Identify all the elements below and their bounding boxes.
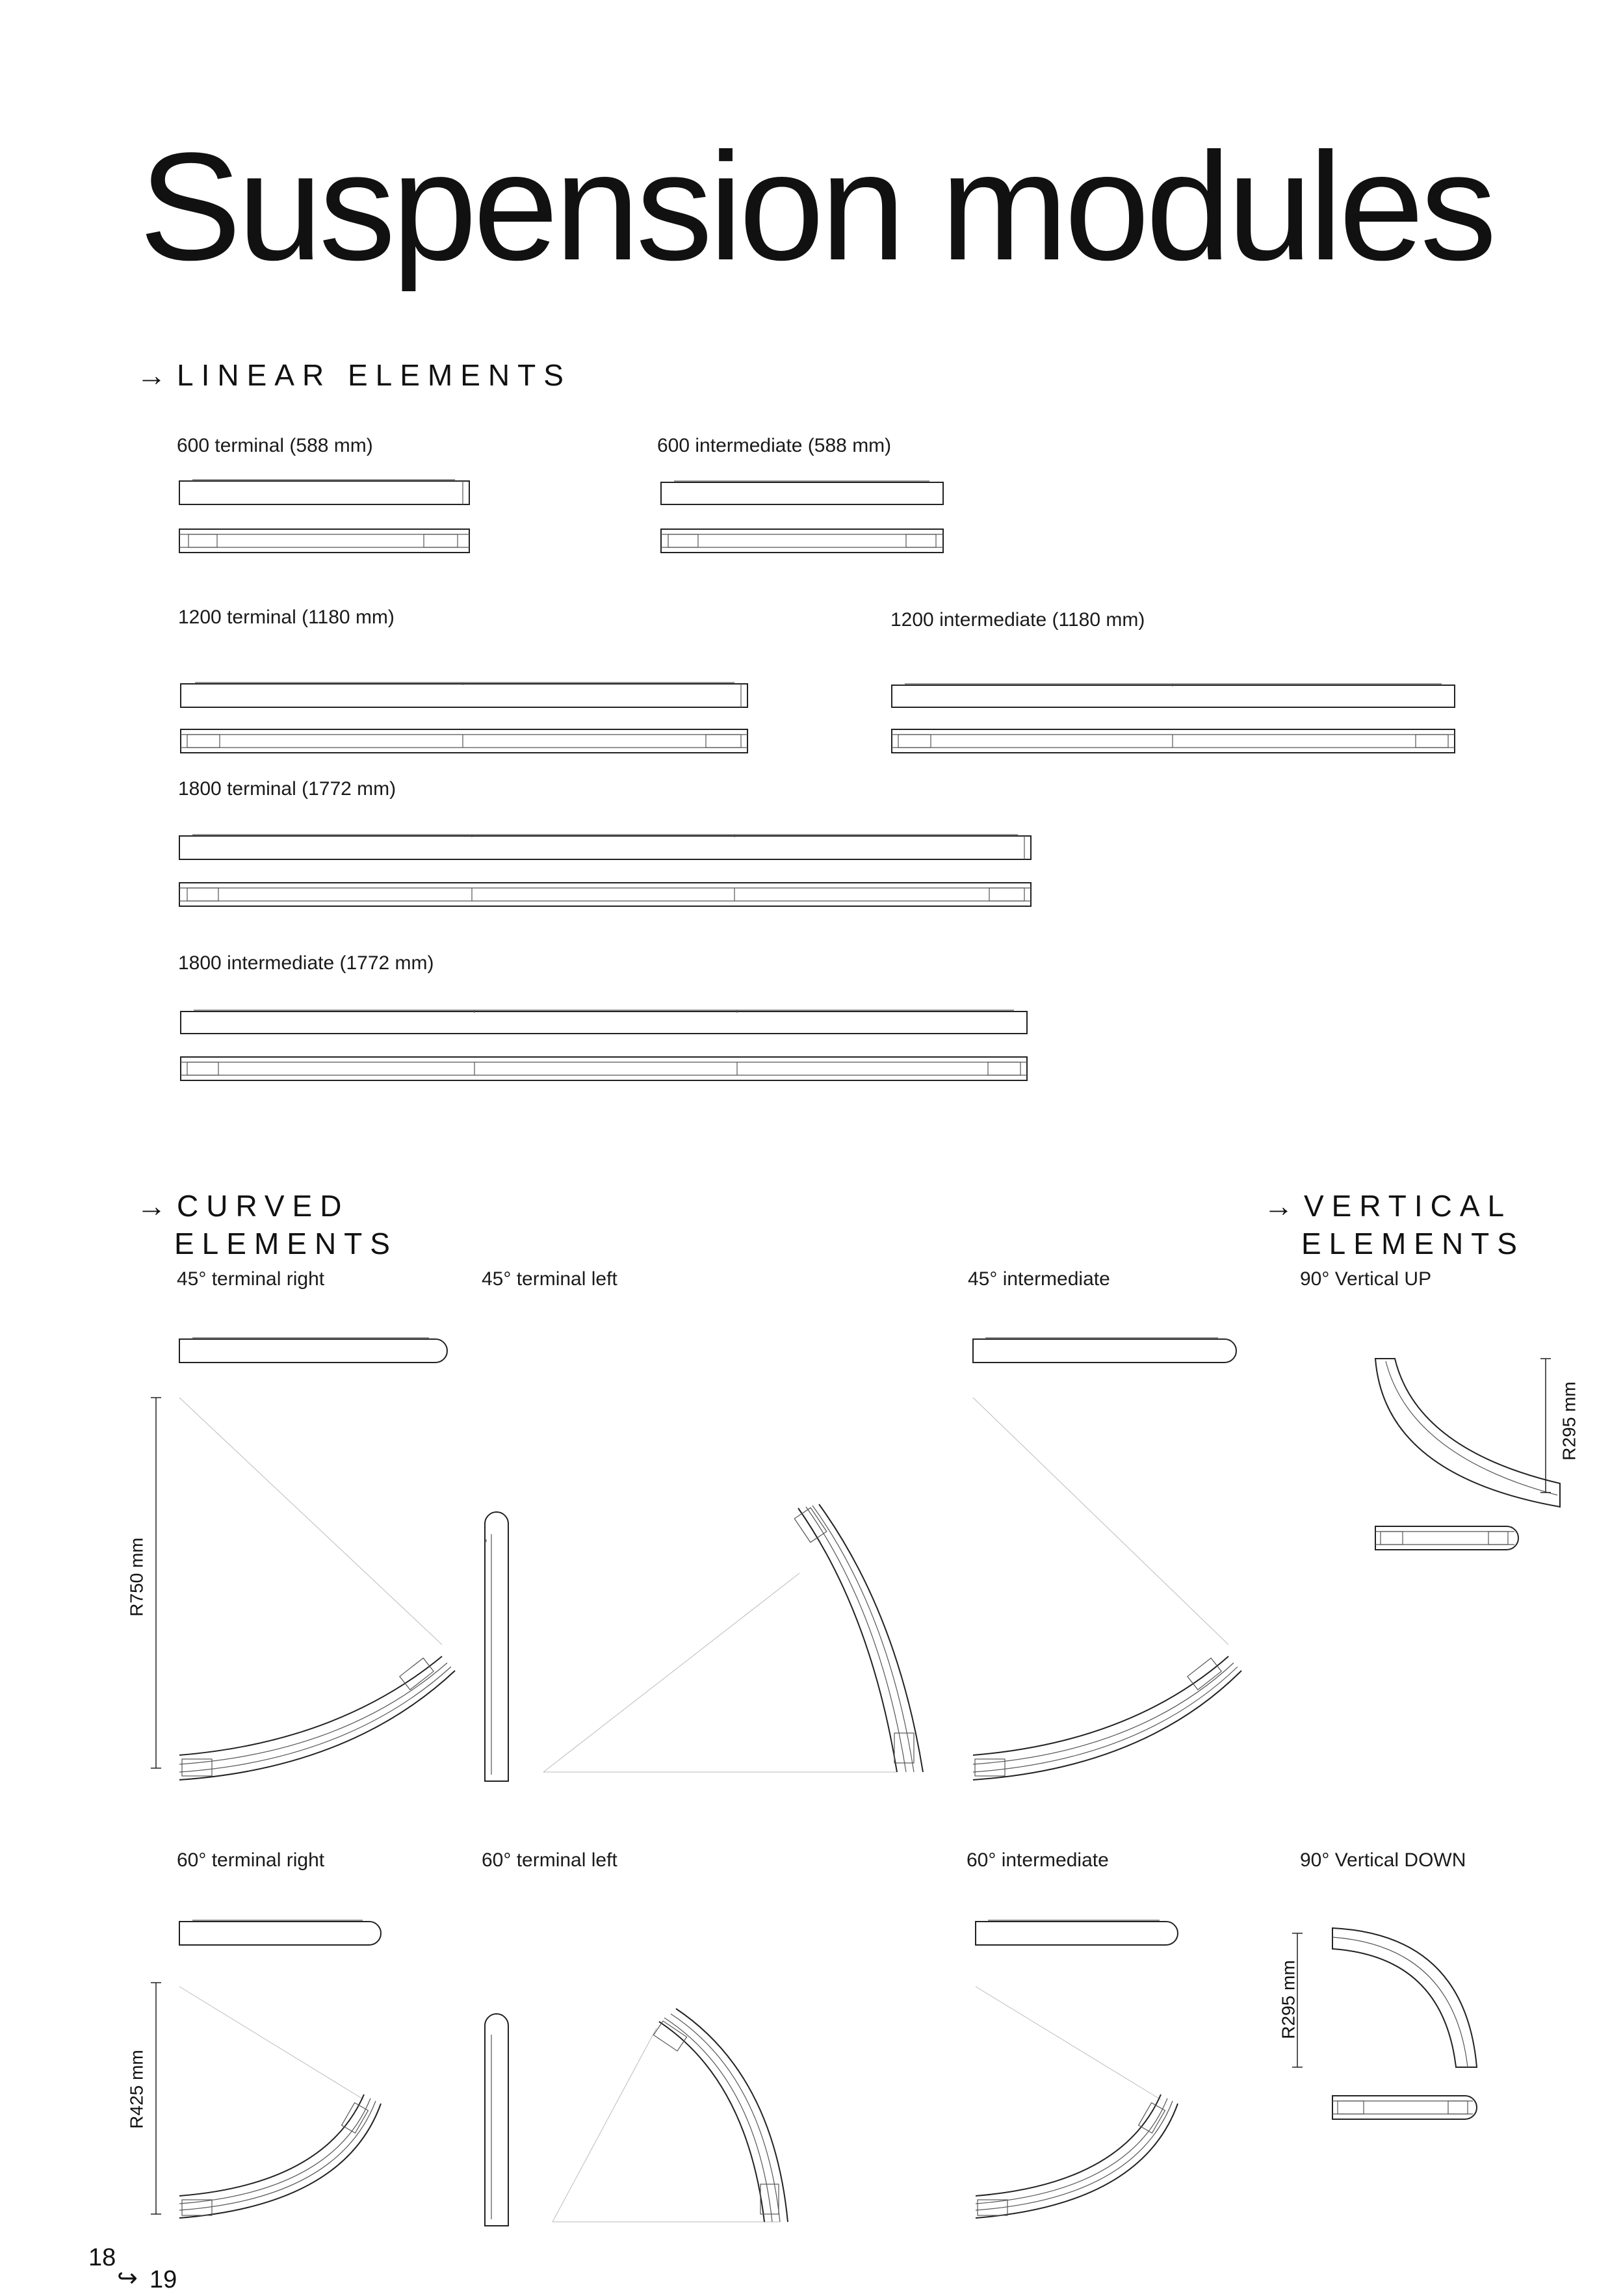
dimension-r295-down: R295 mm	[1278, 1960, 1299, 2039]
module-600-terminal-drawing	[179, 480, 469, 553]
curved-heading-line2: ELEMENTS	[174, 1227, 398, 1260]
caption-1800-terminal: 1800 terminal (1772 mm)	[178, 778, 396, 800]
module-90-vertical-down-drawing	[1292, 1928, 1477, 2119]
caption-60-intermediate: 60° intermediate	[967, 1849, 1109, 1871]
caption-1800-intermediate: 1800 intermediate (1772 mm)	[178, 952, 434, 974]
caption-60-terminal-right: 60° terminal right	[177, 1849, 325, 1871]
caption-90-vertical-up: 90° Vertical UP	[1300, 1268, 1432, 1290]
module-600-intermediate-drawing	[661, 481, 943, 553]
arrow-right-icon: →	[1264, 1189, 1293, 1223]
module-1800-terminal-drawing	[179, 835, 1031, 906]
dimension-r750: R750 mm	[126, 1537, 147, 1617]
caption-1200-intermediate: 1200 intermediate (1180 mm)	[890, 609, 1145, 631]
page-turn-icon: ↪	[117, 2265, 138, 2292]
module-1800-intermediate-drawing	[181, 1010, 1027, 1080]
module-1200-intermediate-drawing	[892, 684, 1455, 753]
module-90-vertical-up-drawing	[1375, 1359, 1560, 1550]
caption-90-vertical-down: 90° Vertical DOWN	[1300, 1849, 1466, 1871]
caption-45-intermediate: 45° intermediate	[968, 1268, 1110, 1290]
module-60-terminal-left-drawing	[485, 2009, 788, 2226]
page-number-right: 19	[149, 2266, 177, 2293]
caption-45-terminal-left: 45° terminal left	[482, 1268, 617, 1290]
caption-1200-terminal: 1200 terminal (1180 mm)	[178, 607, 395, 628]
linear-heading-text: LINEAR ELEMENTS	[177, 358, 571, 392]
dimension-r295-up: R295 mm	[1559, 1381, 1579, 1461]
curved-heading-line1: CURVED	[177, 1189, 350, 1223]
caption-600-intermediate: 600 intermediate (588 mm)	[657, 435, 892, 456]
vertical-heading-line1: VERTICAL	[1304, 1189, 1513, 1223]
module-45-terminal-left-drawing	[485, 1504, 923, 1781]
module-45-intermediate-drawing	[973, 1338, 1241, 1780]
vertical-heading-line2: ELEMENTS	[1301, 1227, 1525, 1260]
arrow-right-icon: →	[136, 358, 166, 392]
page-number-left: 18	[88, 2244, 116, 2271]
page-title: Suspension modules	[139, 121, 1493, 293]
module-45-terminal-right-drawing	[151, 1338, 455, 1780]
caption-600-terminal: 600 terminal (588 mm)	[177, 435, 373, 456]
arrow-right-icon: →	[136, 1189, 166, 1223]
module-60-terminal-right-drawing	[151, 1920, 381, 2218]
caption-60-terminal-left: 60° terminal left	[482, 1849, 617, 1871]
module-1200-terminal-drawing	[181, 683, 747, 753]
dimension-r425: R425 mm	[126, 2050, 147, 2129]
module-60-intermediate-drawing	[976, 1920, 1178, 2218]
caption-45-terminal-right: 45° terminal right	[177, 1268, 325, 1290]
